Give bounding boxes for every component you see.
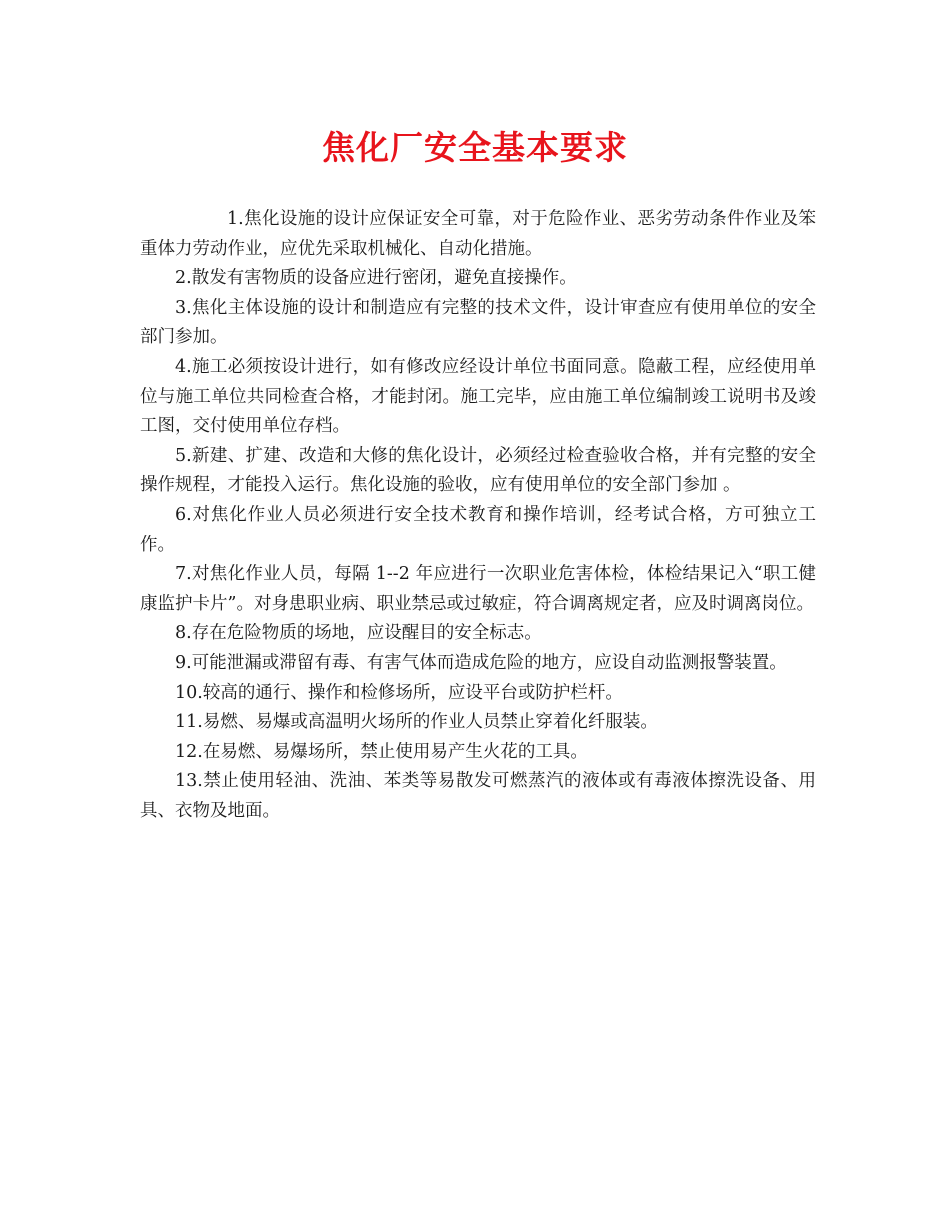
requirement-item-10: 10.较高的通行、操作和检修场所，应设平台或防护栏杆。 [175,682,623,703]
requirement-item-12: 12.在易燃、易爆场所，禁止使用易产生火花的工具。 [175,741,588,762]
requirement-item-13: 13.禁止使用轻油、洗油、苯类等易散发可燃蒸汽的液体或有毒液体擦洗设备、用具、衣物及地面。 [140,771,816,821]
requirement-item-3: 3.焦化主体设施的设计和制造应有完整的技术文件，设计审查应有使用单位的安全部门参加。 [140,297,816,348]
requirement-item-5: 5.新建、扩建、改造和大修的焦化设计，必须经过检查验收合格，并有完整的安全操作规程，才能投入运行。焦化设施的验收，应有使用单位的安全部门参加 。 [140,445,816,496]
requirement-item-8: 8.存在危险物质的场地，应设醒目的安全标志。 [175,623,542,644]
document-body [140,205,816,826]
requirement-item-6: 6.对焦化作业人员必须进行安全技术教育和操作培训，经考试合格，方可独立工作。 [140,504,816,555]
requirement-item-1: 1.焦化设施的设计应保证安全可靠，对于危险作业、恶劣劳动条件作业及笨重体力劳动作业，应优先采取机械化、自动化措施。 [140,209,816,259]
requirement-item-9: 9.可能泄漏或滞留有毒、有害气体而造成危险的地方，应设自动监测报警装置。 [175,652,787,673]
requirement-item-11: 11.易燃、易爆或高温明火场所的作业人员禁止穿着化纤服装。 [175,712,658,733]
requirement-item-7: 7.对焦化作业人员，每隔 1--2 年应进行一次职业危害体检，体检结果记入“职工健康监护卡片”。对身患职业病、职业禁忌或过敏症，符合调离规定者，应及时调离岗位。 [140,564,816,614]
requirement-item-4: 4.施工必须按设计进行，如有修改应经设计单位书面同意。隐蔽工程，应经使用单位与施工单位共同检查合格，才能封闭。施工完毕，应由施工单位编制竣工说明书及竣工图，交付使用单位存档。 [140,356,816,437]
requirement-item-2: 2.散发有害物质的设备应进行密闭，避免直接操作。 [175,268,577,289]
document-title: 焦化厂安全基本要求 [322,128,628,167]
